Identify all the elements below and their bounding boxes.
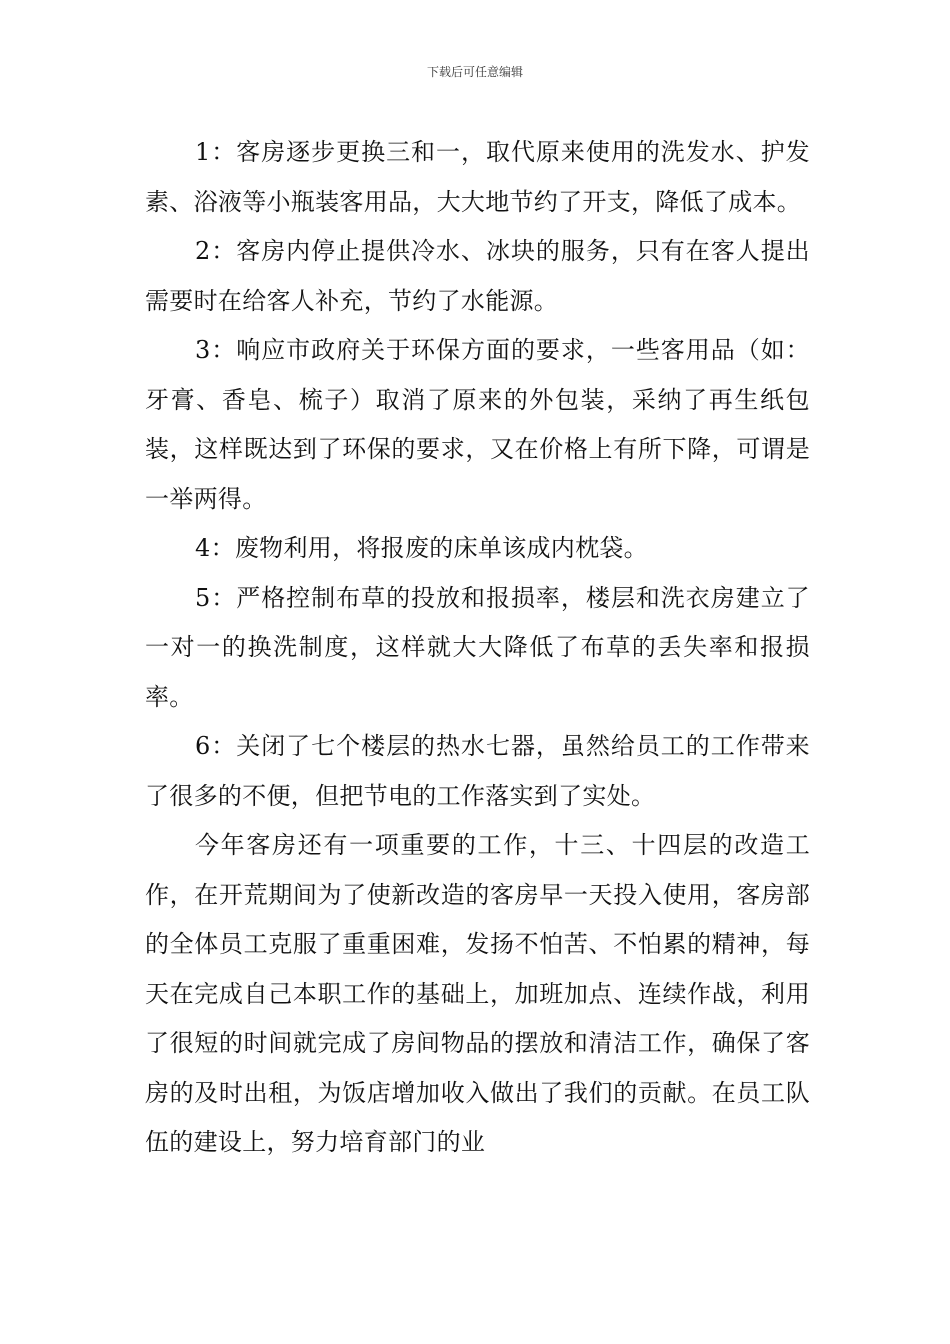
paragraph-item-4: 4：废物利用，将报废的床单该成内枕袋。 xyxy=(195,534,648,562)
document-body xyxy=(145,128,810,1168)
paragraph-item-2: 2：客房内停止提供冷水、冰块的服务，只有在客人提出需要时在给客人补充，节约了水能源。 xyxy=(145,237,810,315)
paragraph-item-3: 3：响应市政府关于环保方面的要求，一些客用品（如：牙膏、香皂、梳子）取消了原来的外包装，采纳了再生纸包装，这样既达到了环保的要求，又在价格上有所下降，可谓是一举两得。 xyxy=(145,336,810,513)
paragraph-item-5: 5：严格控制布草的投放和报损率，楼层和洗衣房建立了一对一的换洗制度，这样就大大降低了布草的丢失率和报损率。 xyxy=(145,583,810,711)
paragraph-summary: 今年客房还有一项重要的工作，十三、十四层的改造工作，在开荒期间为了使新改造的客房早一天投入使用，客房部的全体员工克服了重重困难，发扬不怕苦、不怕累的精神，每天在完成自己本职工作的基础上，加班加点、连续作战，利用了很短的时间就完成了房间物品的摆放和清洁工作，确保了客房的及时出租，为饭店增加收入做出了我们的贡献。在员工队伍的建设上，努力培育部门的业 xyxy=(145,831,810,1156)
page-header-note: 下载后可任意编辑 xyxy=(426,65,523,79)
paragraph-item-1: 1：客房逐步更换三和一，取代原来使用的洗发水、护发素、浴液等小瓶装客用品，大大地节约了开支，降低了成本。 xyxy=(145,138,810,216)
paragraph-item-6: 6：关闭了七个楼层的热水七器，虽然给员工的工作带来了很多的不便，但把节电的工作落实到了实处。 xyxy=(145,732,810,810)
